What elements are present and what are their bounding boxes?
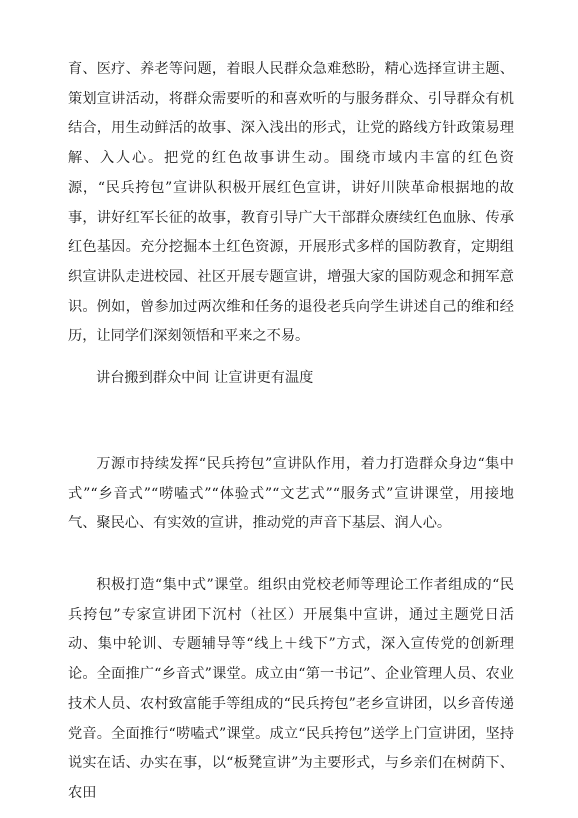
section-heading: 讲台搬到群众中间 让宣讲更有温度 [96, 370, 314, 386]
paragraph-continued: 育、医疗、养老等问题，着眼人民群众急难愁盼，精心选择宣讲主题、策划宣讲活动，将群众需要听的和喜欢听的与服务群众、引导群众有机结合，用生动鲜活的故事、深入浅出的形式，让党的路线方针政策易理解、入人心。把党的红色故事讲生动。围绕市域内丰富的红色资源，“民兵挎包”宣讲队积极开展红色宣讲，讲好川陕革命根据地的故事，讲好红军长征的故事，教育引导广大干部群众赓续红色血脉、传承红色基因。充分挖掘本土红色资源，开展形式多样的国防教育，定期组织宣讲队走进校园、社区开展专题宣讲，增强大家的国防观念和拥军意识。例如，曾参加过两次维和任务的退役老兵向学生讲述自己的维和经历，让同学们深刻领悟和平来之不易。 [68, 61, 514, 345]
paragraph-intro: 万源市持续发挥“民兵挎包”宣讲队作用，着力打造群众身边“集中式”“乡音式”“唠嗑式”“体验式”“文艺式”“服务式”宣讲课堂，用接地气、聚民心、有实效的宣讲，推动党的声音下基层、润人心。 [68, 456, 514, 532]
paragraph-body: 积极打造“集中式”课堂。组织由党校老师等理论工作者组成的“民兵挎包”专家宣讲团下沉村（社区）开展集中宣讲，通过主题党日活动、集中轮训、专题辅导等“线上＋线下”方式，深入宣传党的创新理论。全面推广“乡音式”课堂。成立由“第一书记”、企业管理人员、农业技术人员、农村致富能手等组成的“民兵挎包”老乡宣讲团，以乡音传递党音。全面推行“唠嗑式”课堂。成立“民兵挎包”送学上门宣讲团，坚持说实在话、办实在事，以“板凳宣讲”为主要形式，与乡亲们在树荫下、农田 [68, 577, 514, 801]
